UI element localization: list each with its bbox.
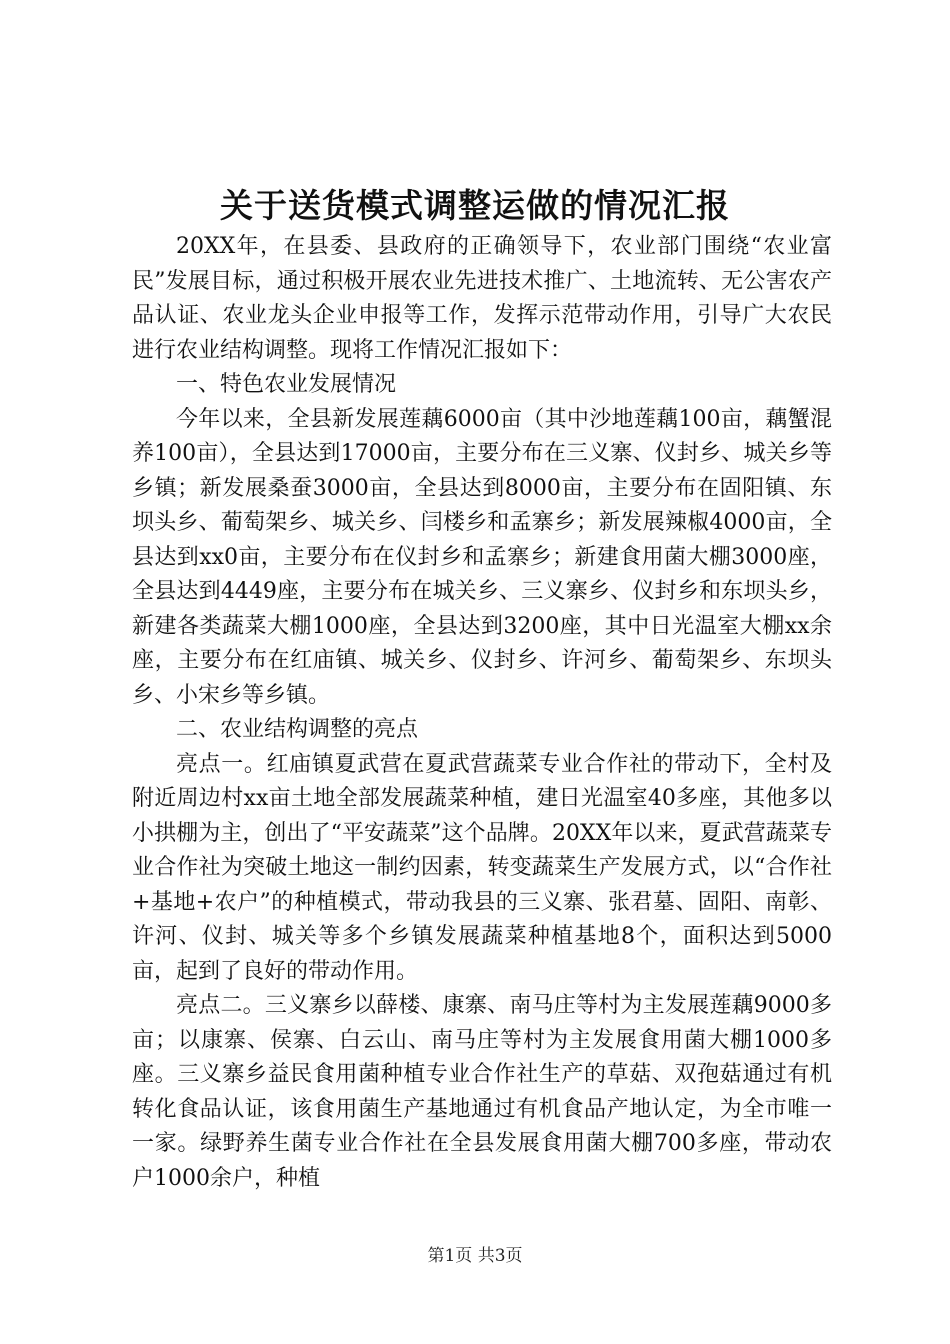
highlight-2-paragraph: 亮点二。三义寨乡以薛楼、康寨、南马庄等村为主发展莲藕9000多亩；以康寨、侯寨、白云山、南马庄等村为主发展食用菌大棚1000多座。三义寨乡益民食用菌种植专业合作社生产的草菇、双孢菇通过有机转化食品认证，该食用菌生产基地通过有机食品产地认定，为全市唯一一家。绿野养生菌专业合作社在全县发展食用菌大棚700多座，带动农户1000余户，种植 [132,993,832,1191]
section-heading-2: 二、农业结构调整的亮点 [176,717,419,742]
document-body [132,230,832,1196]
highlight-1-paragraph: 亮点一。红庙镇夏武营在夏武营蔬菜专业合作社的带动下，全村及附近周边村xx亩土地全部发展蔬菜种植，建日光温室40多座，其他多以小拱棚为主，创出了“平安蔬菜”这个品牌。20XX年以来，夏武营蔬菜专业合作社为突破土地这一制约因素，转变蔬菜生产发展方式，以“合作社+基地+农户”的种植模式，带动我县的三义寨、张君墓、固阳、南彰、许河、仪封、城关等多个乡镇发展蔬菜种植基地8个，面积达到5000亩，起到了良好的带动作用。 [132,751,832,984]
page-footer: 第1页 共3页 [427,1246,523,1266]
intro-paragraph: 20XX年，在县委、县政府的正确领导下，农业部门围绕“农业富民”发展目标，通过积极开展农业先进技术推广、土地流转、无公害农产品认证、农业龙头企业申报等工作，发挥示范带动作用，引导广大农民进行农业结构调整。现将工作情况汇报如下： [132,234,832,363]
section-heading-1: 一、特色农业发展情况 [176,372,397,397]
document-title: 关于送货模式调整运做的情况汇报 [220,186,730,225]
section-1-paragraph: 今年以来，全县新发展莲藕6000亩（其中沙地莲藕100亩，藕蟹混养100亩），全县达到17000亩，主要分布在三义寨、仪封乡、城关乡等乡镇；新发展桑蚕3000亩，全县达到8000亩，主要分布在固阳镇、东坝头乡、葡萄架乡、城关乡、闫楼乡和孟寨乡；新发展辣椒4000亩，全县达到xx0亩，主要分布在仪封乡和孟寨乡；新建食用菌大棚3000座，全县达到4449座，主要分布在城关乡、三义寨乡、仪封乡和东坝头乡，新建各类蔬菜大棚1000座，全县达到3200座，其中日光温室大棚xx余座，主要分布在红庙镇、城关乡、仪封乡、许河乡、葡萄架乡、东坝头乡、小宋乡等乡镇。 [132,406,832,708]
